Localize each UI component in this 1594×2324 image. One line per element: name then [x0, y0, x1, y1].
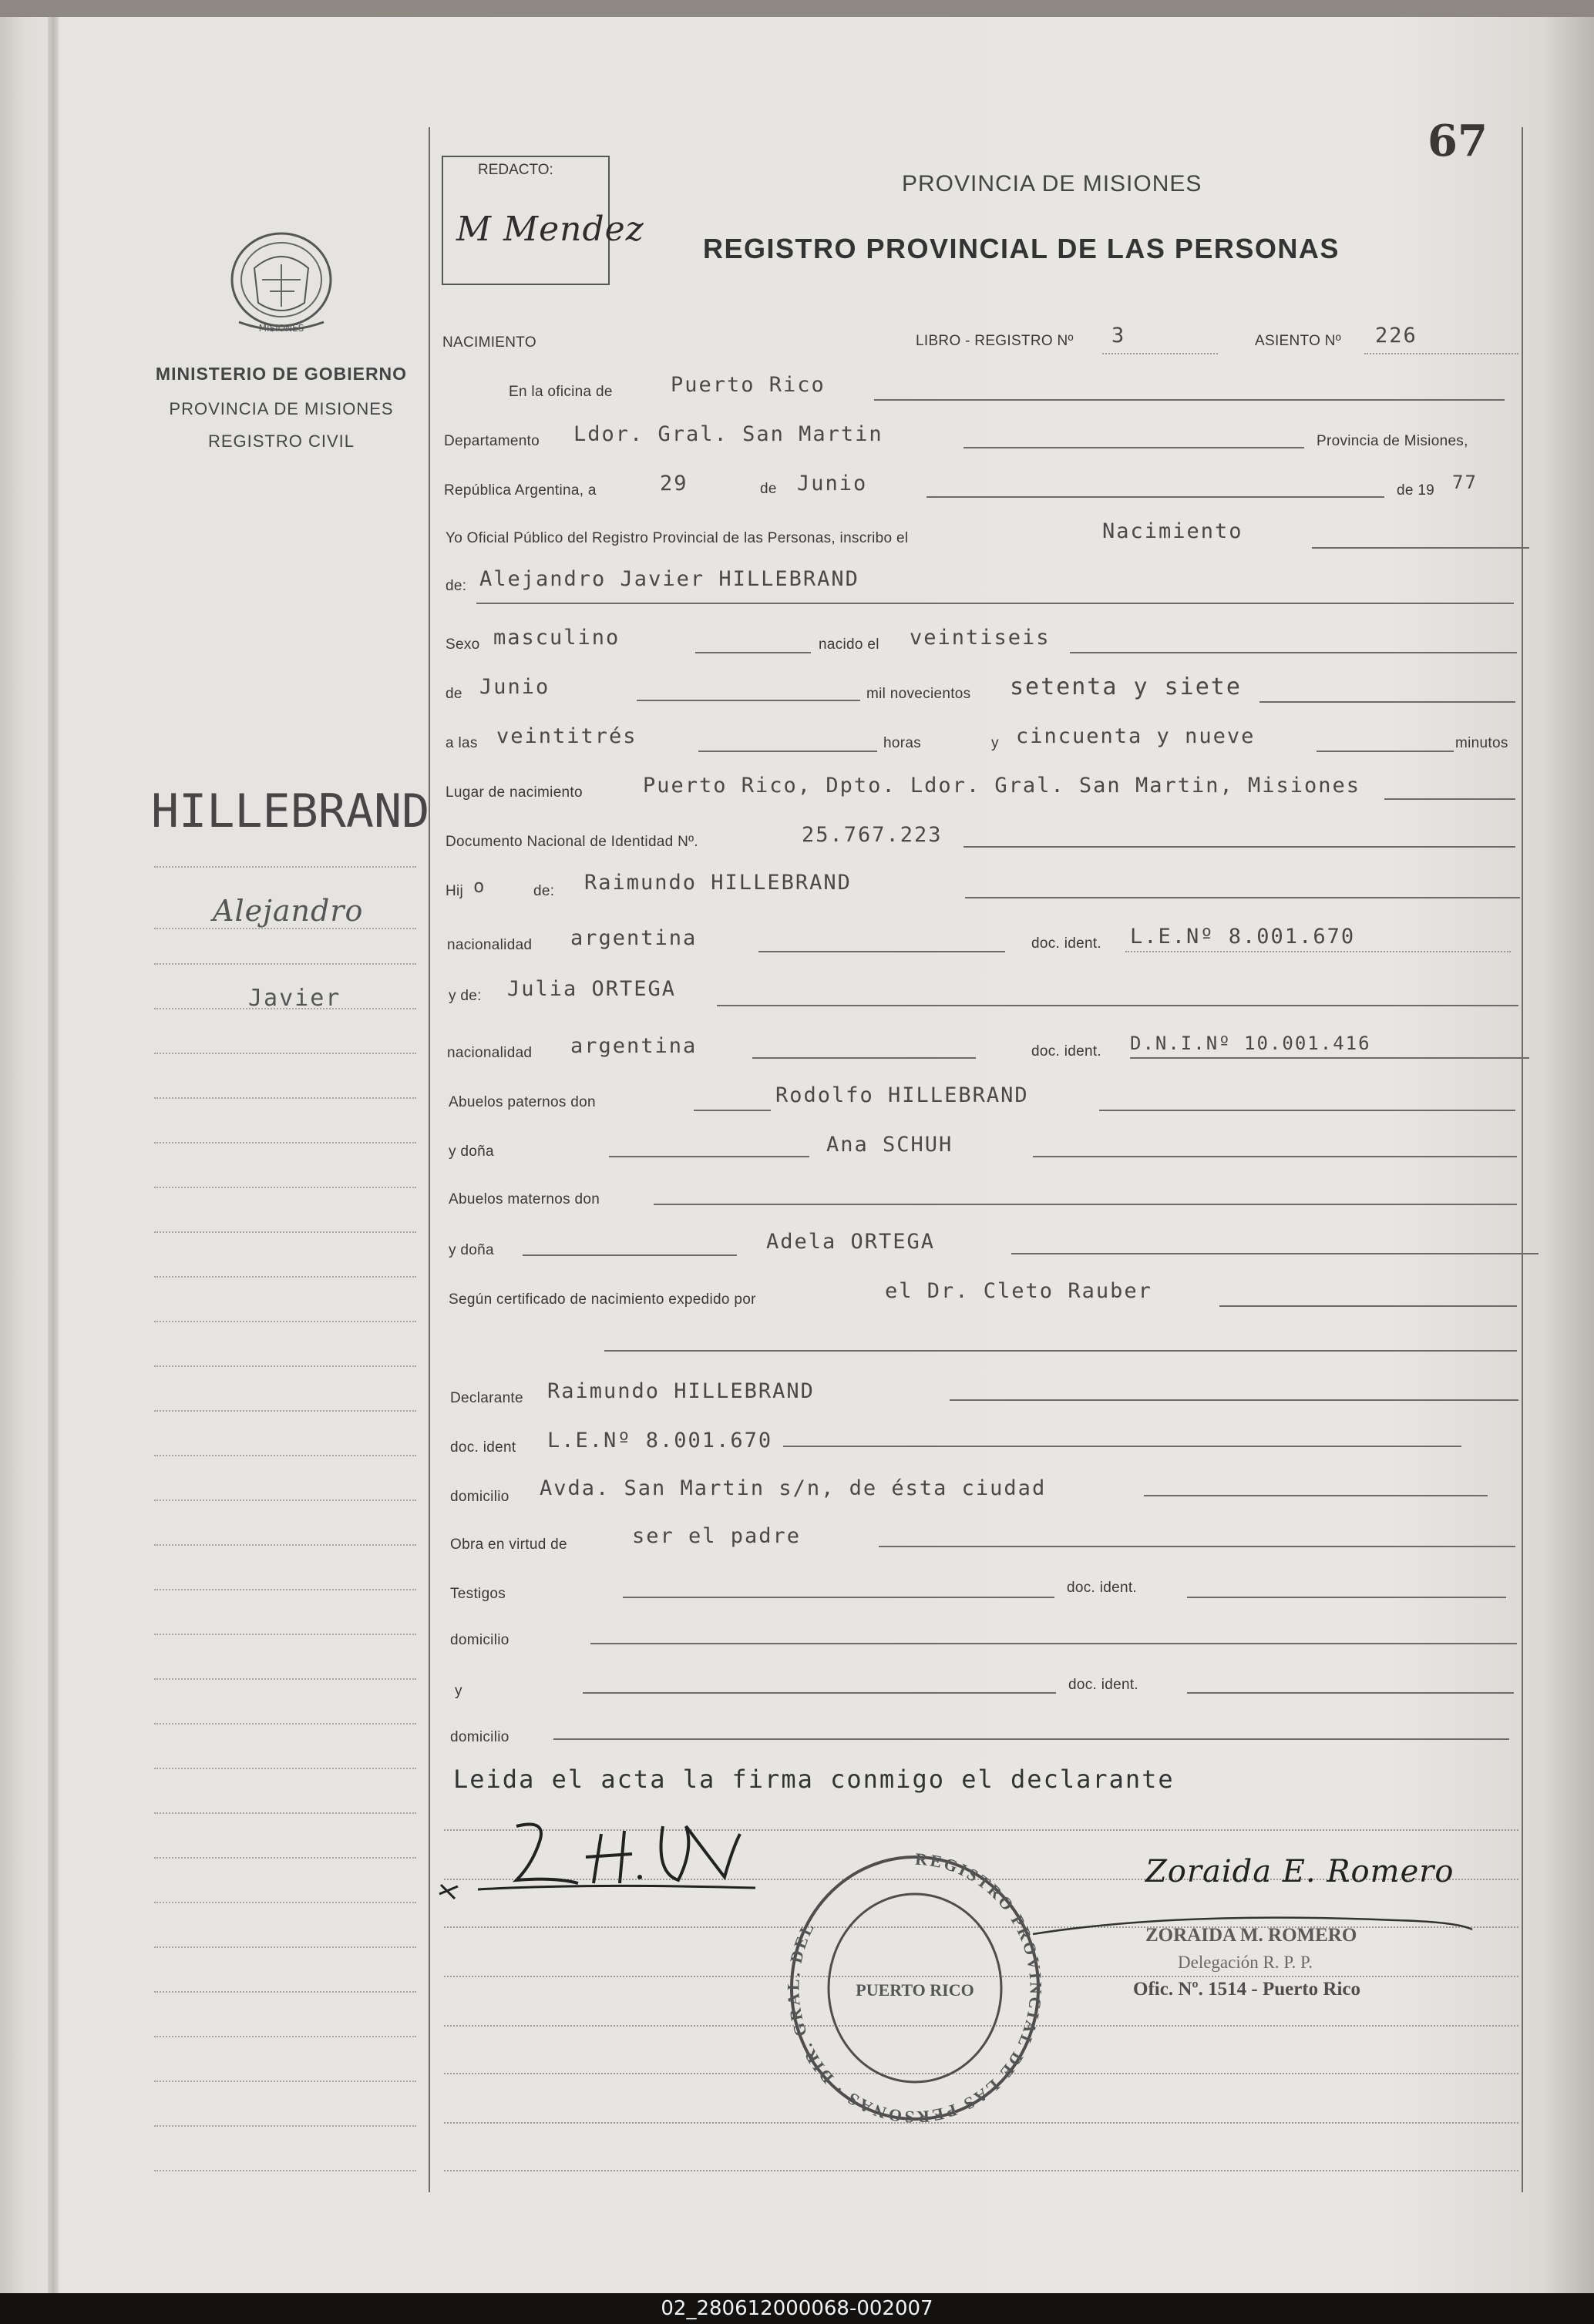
doc-declarante-value: L.E.Nº 8.001.670 [547, 1429, 773, 1452]
oficina-value: Puerto Rico [671, 373, 826, 397]
de-nombre-label: de: [446, 578, 467, 594]
domicilio-line [1144, 1495, 1488, 1496]
ministry-line3: REGISTRO CIVIL [207, 432, 355, 451]
a-las-label: a las [446, 735, 478, 751]
doc-testigo2-line [1187, 1692, 1514, 1694]
nac-padre-label: nacionalidad [447, 937, 533, 953]
y-testigo-label: y [455, 1683, 462, 1699]
registry-title: REGISTRO PROVINCIAL DE LAS PERSONAS [703, 233, 1340, 264]
sexo-value: masculino [493, 626, 620, 650]
official-signature: Zoraida E. Romero [1145, 1854, 1454, 1889]
abuela-mat-value: Adela ORTEGA [766, 1230, 936, 1254]
page-number: 67 [1428, 116, 1488, 166]
abuelo-pat-line [1099, 1110, 1515, 1111]
nacido-value: veintiseis [910, 626, 1051, 650]
y-de-label: y de: [449, 988, 482, 1004]
domicilio-value: Avda. San Martin s/n, de ésta ciudad [540, 1476, 1047, 1500]
official-seal [780, 1842, 1050, 2134]
mes2-line [637, 700, 860, 701]
oficina-line [874, 399, 1505, 401]
domicilio-testigo2-label: domicilio [450, 1729, 509, 1745]
dia-value: 29 [660, 472, 688, 495]
form-right-border [1522, 127, 1523, 2192]
fecha-line [926, 496, 1384, 498]
province-title: PROVINCIA DE MISIONES [902, 171, 1202, 196]
republica-label: República Argentina, a [444, 482, 597, 499]
de-label: de [760, 481, 777, 497]
official-office: Ofic. Nº. 1514 - Puerto Rico [1133, 1979, 1360, 2000]
declarante-label: Declarante [450, 1390, 523, 1406]
sexo-line [695, 652, 811, 653]
documento-label: Documento Nacional de Identidad Nº. [446, 834, 698, 850]
margin-second-name: Javier [248, 985, 341, 1012]
declarante-line [950, 1399, 1518, 1401]
testigos-label: Testigos [450, 1586, 506, 1602]
image-caption: 02_280612000068-002007 [0, 2293, 1594, 2324]
asiento-line [1364, 353, 1518, 354]
page-top-edge [0, 0, 1594, 17]
minutos-line [1317, 751, 1454, 752]
testigo2-line [583, 1692, 1056, 1694]
asiento-label: ASIENTO Nº [1255, 333, 1341, 349]
de-mes-label: de [446, 686, 462, 702]
domicilio-testigo2-line [553, 1738, 1509, 1740]
redacto-label: REDACTO: [478, 162, 553, 178]
nac-padre-value: argentina [570, 926, 698, 950]
doc-padre-line [1125, 951, 1511, 952]
padre-value: Raimundo HILLEBRAND [584, 871, 852, 895]
nacido-line [1070, 652, 1517, 653]
ministry-line1: MINISTERIO DE GOBIERNO [155, 364, 408, 384]
doc-declarante-label: doc. ident [450, 1439, 516, 1456]
seal-ring-text: REGISTRO PROVINCIAL DE LAS PERSONAS · DIR. GRAL. DEL [783, 1849, 1046, 2128]
anio-letras-line [1259, 701, 1515, 703]
lugar-line [1384, 798, 1515, 800]
redacto-signature: M Mendez [456, 210, 644, 249]
seal-center-text: PUERTO RICO [856, 1980, 974, 2000]
segun-line-2 [604, 1350, 1517, 1352]
margin-surname: HILLEBRAND [151, 784, 430, 838]
nac-padre-line [758, 951, 1005, 952]
hijo-label: Hij [446, 883, 464, 899]
doc-testigo1-line [1187, 1597, 1506, 1598]
book-spine [48, 17, 59, 2293]
obra-value: ser el padre [632, 1524, 802, 1548]
asiento-value: 226 [1375, 324, 1417, 348]
madre-value: Julia ORTEGA [507, 977, 677, 1001]
horas-line [698, 751, 877, 752]
minutos-label: minutos [1455, 735, 1508, 751]
svg-text:MISIONES: MISIONES [258, 323, 304, 334]
provincia-label: Provincia de Misiones, [1317, 433, 1468, 449]
abuela-mat-pre-line [523, 1254, 737, 1256]
oficial-label: Yo Oficial Público del Registro Provincial de las Personas, inscribo el [446, 530, 909, 546]
y-label: y [991, 735, 999, 751]
nombre-line [476, 603, 1514, 604]
abuelos-mat-label: Abuelos maternos don [449, 1191, 600, 1207]
domicilio-testigo1-line [590, 1643, 1517, 1644]
nacido-label: nacido el [819, 636, 879, 653]
segun-line [1219, 1305, 1517, 1307]
de-padre-label: de: [533, 883, 555, 899]
sexo-label: Sexo [446, 636, 480, 653]
official-role: Delegación R. P. P. [1178, 1953, 1313, 1972]
libro-label: LIBRO - REGISTRO Nº [916, 333, 1074, 349]
acto-line [1312, 547, 1529, 549]
de-anio-label: de 19 [1397, 482, 1435, 499]
margin-first-name: Alejandro [213, 894, 364, 928]
segun-value: el Dr. Cleto Rauber [885, 1279, 1152, 1303]
mes2-value: Junio [479, 675, 550, 699]
obra-label: Obra en virtud de [450, 1536, 567, 1553]
departamento-line [963, 447, 1304, 448]
abuelo-mat-line [654, 1204, 1517, 1205]
nombre-value: Alejandro Javier HILLEBRAND [479, 567, 859, 591]
abuelos-pat-label: Abuelos paternos don [449, 1094, 596, 1110]
doc-testigo2-label: doc. ident. [1068, 1677, 1138, 1693]
doc-madre-line [1130, 1057, 1529, 1059]
ministry-line2: PROVINCIA DE MISIONES [169, 399, 394, 418]
segun-label: Según certificado de nacimiento expedido por [449, 1291, 756, 1308]
nac-madre-label: nacionalidad [447, 1045, 533, 1061]
form-left-border [429, 127, 430, 2192]
hijo-suffix: o [473, 875, 486, 897]
nacimiento-label: NACIMIENTO [442, 334, 536, 351]
mil-label: mil novecientos [866, 686, 971, 702]
coat-of-arms-icon [224, 222, 339, 345]
doc-madre-value: D.N.I.Nº 10.001.416 [1130, 1033, 1371, 1054]
lugar-value: Puerto Rico, Dpto. Ldor. Gral. San Martin, Misiones [643, 774, 1361, 798]
abuelo-pat-value: Rodolfo HILLEBRAND [775, 1083, 1029, 1107]
official-name: ZORAIDA M. ROMERO [1145, 1925, 1357, 1946]
obra-line [879, 1546, 1515, 1547]
doc-madre-label: doc. ident. [1031, 1043, 1101, 1060]
abuela-pat-pre-line [609, 1156, 809, 1157]
nac-madre-value: argentina [570, 1034, 698, 1058]
anio-value: 77 [1452, 472, 1478, 493]
abuela-pat-line [1033, 1156, 1517, 1157]
domicilio-testigo1-label: domicilio [450, 1632, 509, 1648]
declarante-value: Raimundo HILLEBRAND [547, 1379, 815, 1403]
madre-line [717, 1005, 1518, 1006]
lugar-label: Lugar de nacimiento [446, 784, 583, 801]
mes-value: Junio [797, 472, 868, 495]
doc-declarante-line [783, 1446, 1461, 1447]
doc-padre-value: L.E.Nº 8.001.670 [1130, 925, 1356, 949]
departamento-value: Ldor. Gral. San Martin [573, 422, 883, 446]
abuela-mat-line [1011, 1253, 1539, 1254]
doc-padre-label: doc. ident. [1031, 935, 1101, 952]
abuela-pat-value: Ana SCHUH [826, 1133, 953, 1157]
doc-testigo1-label: doc. ident. [1067, 1580, 1137, 1596]
abuelo-pat-pre-line [694, 1110, 771, 1111]
dona-pat-label: y doña [449, 1144, 494, 1160]
testigos-line [623, 1597, 1054, 1598]
documento-line [963, 846, 1515, 848]
departamento-label: Departamento [444, 433, 540, 449]
domicilio-label: domicilio [450, 1489, 509, 1505]
libro-value: 3 [1111, 324, 1126, 348]
padre-line [965, 897, 1520, 898]
libro-line [1102, 353, 1218, 354]
horas-label: horas [883, 735, 922, 751]
minutos-value: cincuenta y nueve [1016, 724, 1256, 748]
declarante-signature [432, 1803, 779, 1911]
leida-statement: Leida el acta la firma conmigo el declarante [453, 1765, 1175, 1794]
anio-letras-value: setenta y siete [1010, 673, 1242, 700]
acto-value: Nacimiento [1102, 519, 1243, 543]
dona-mat-label: y doña [449, 1242, 494, 1258]
documento-value: 25.767.223 [802, 823, 943, 847]
horas-value: veintitrés [496, 724, 637, 748]
oficina-label: En la oficina de [509, 384, 613, 400]
nac-madre-line [752, 1057, 976, 1059]
